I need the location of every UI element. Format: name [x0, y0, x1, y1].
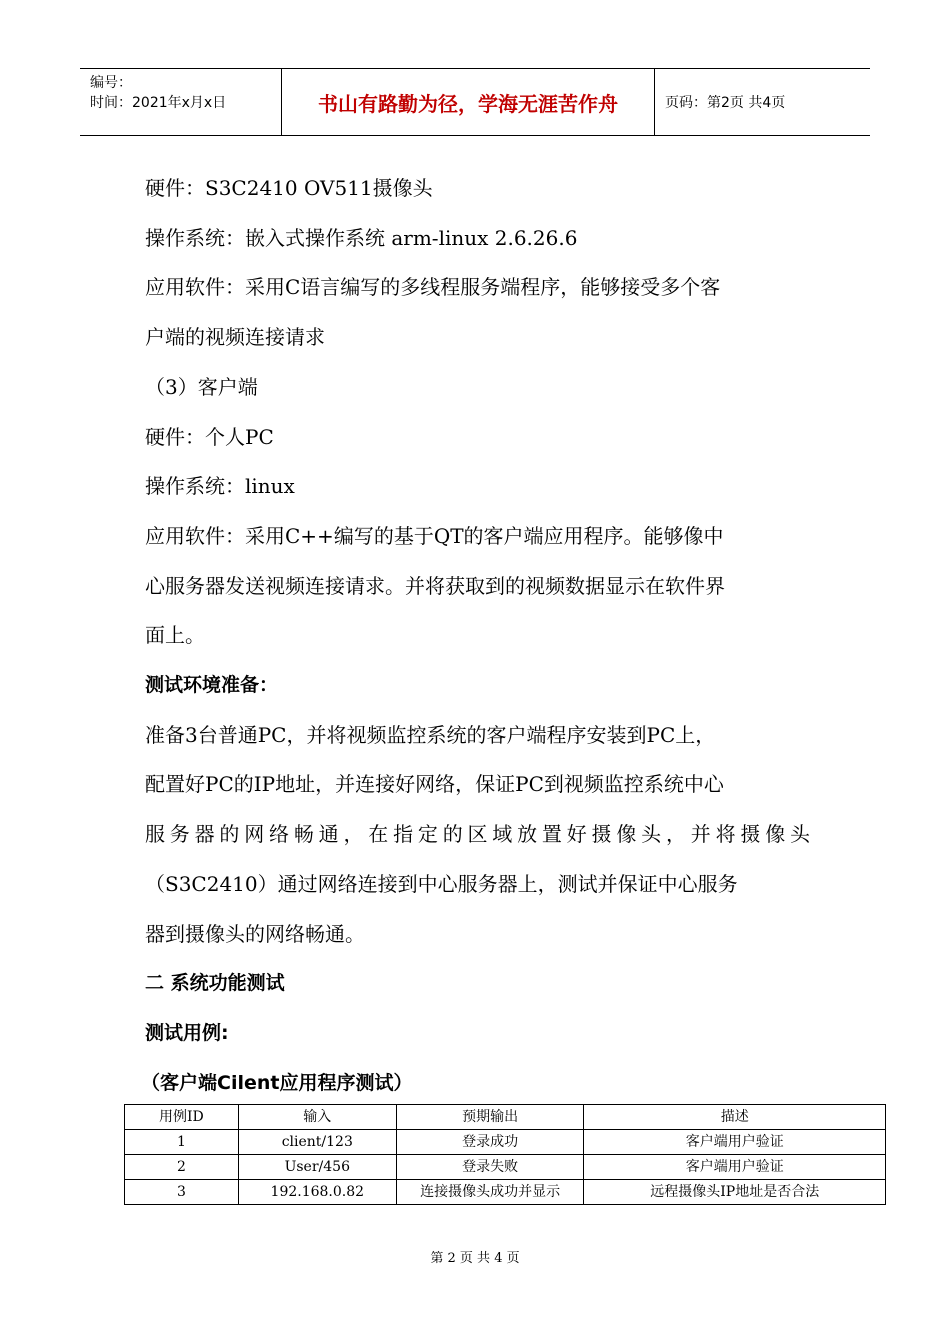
paragraph: 心服务器发送视频连接请求。并将获取到的视频数据显示在软件界: [145, 573, 725, 598]
section-heading: 测试环境准备：: [145, 674, 279, 697]
header-motto: 书山有路勤为径，学海无涯苦作舟: [282, 69, 655, 135]
table-cell: User/456: [238, 1155, 396, 1180]
table-cell: 192.168.0.82: [238, 1180, 396, 1205]
paragraph: 户端的视频连接请求: [145, 325, 325, 350]
paragraph: （3）客户端: [145, 374, 258, 399]
table-cell: 2: [125, 1155, 239, 1180]
column-header: 预期输出: [396, 1105, 584, 1130]
table-cell: 登录成功: [396, 1130, 584, 1155]
paragraph: 配置好PC的IP地址，并连接好网络，保证PC到视频监控系统中心: [145, 772, 724, 797]
table-cell: 远程摄像头IP地址是否合法: [584, 1180, 886, 1205]
paragraph: 硬件：个人PC: [145, 424, 274, 449]
column-header: 用例ID: [125, 1105, 239, 1130]
header-meta: [80, 69, 282, 135]
table-cell: 登录失败: [396, 1155, 584, 1180]
column-header: 描述: [584, 1105, 886, 1130]
table-header-row: [125, 1105, 886, 1130]
table-row: [125, 1155, 886, 1180]
table-cell: 客户端用户验证: [584, 1130, 886, 1155]
page-footer: 第 2 页 共 4 页: [430, 1251, 520, 1266]
table-caption: （客户端Cilent应用程序测试）: [141, 1071, 413, 1094]
table-cell: 1: [125, 1130, 239, 1155]
table-cell: 连接摄像头成功并显示: [396, 1180, 584, 1205]
paragraph: 准备3台普通PC，并将视频监控系统的客户端程序安装到PC上，: [145, 722, 716, 747]
paragraph: 服务器的网络畅通，在指定的区域放置好摄像头，并将摄像头: [145, 822, 810, 847]
paragraph: 应用软件：采用C语言编写的多线程服务端程序，能够接受多个客: [145, 275, 721, 300]
paragraph: 应用软件：采用C++编写的基于QT的客户端应用程序。能够像中: [145, 523, 724, 548]
header-page-code: 页码：第2页 共4页: [665, 95, 786, 111]
paragraph: 操作系统：linux: [145, 474, 295, 499]
paragraph: （S3C2410）通过网络连接到中心服务器上，测试并保证中心服务: [145, 871, 738, 896]
paragraph: 器到摄像头的网络畅通。: [145, 921, 365, 946]
paragraph: 硬件：S3C2410 OV511摄像头: [145, 176, 433, 200]
table-row: [125, 1130, 886, 1155]
document-body: [141, 164, 810, 1108]
page-header: [80, 68, 870, 136]
header-number: 编号：: [90, 75, 132, 91]
table-row: [125, 1180, 886, 1205]
test-case-table: [124, 1104, 886, 1205]
table-cell: client/123: [238, 1130, 396, 1155]
section-heading: 二 系统功能测试: [145, 972, 285, 995]
paragraph: 面上。: [145, 623, 205, 648]
section-heading: 测试用例:: [145, 1021, 229, 1044]
table-cell: 客户端用户验证: [584, 1155, 886, 1180]
table-cell: 3: [125, 1180, 239, 1205]
paragraph: 操作系统：嵌入式操作系统 arm-linux 2.6.26.6: [145, 225, 578, 250]
header-time: 时间：2021年x月x日: [90, 95, 227, 111]
column-header: 输入: [238, 1105, 396, 1130]
